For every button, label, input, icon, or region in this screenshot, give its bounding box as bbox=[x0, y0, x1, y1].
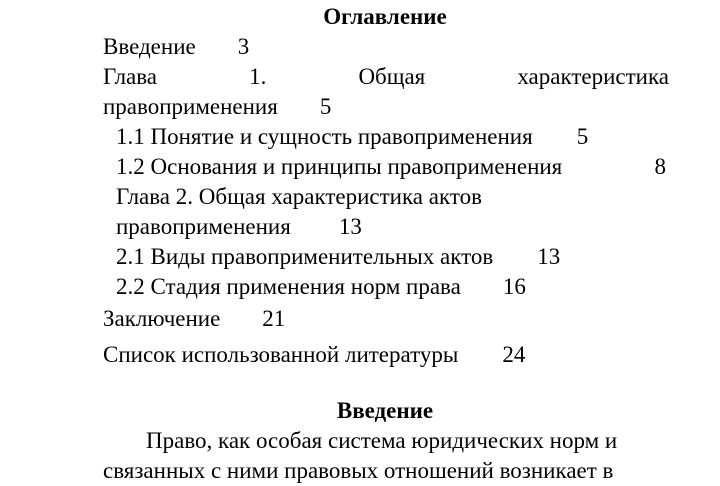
toc-entry-page: 13 bbox=[537, 244, 561, 269]
toc-entry-label: правоприменения bbox=[103, 94, 278, 119]
toc-entry-page: 16 bbox=[502, 274, 526, 299]
toc-entry-chapter2-line1: Глава 2. Общая характеристика актов bbox=[116, 184, 482, 209]
section-title-intro: Введение bbox=[336, 398, 434, 423]
toc-entry-label: Список использованной литературы bbox=[103, 342, 459, 367]
toc-word: Общая bbox=[358, 64, 426, 89]
toc-word: характеристика bbox=[517, 64, 669, 89]
paragraph-text: Право, как особая система юридических норм и bbox=[146, 428, 618, 453]
toc-entry-label: 1.1 Понятие и сущность правоприменения bbox=[116, 124, 533, 149]
toc-entry-label: Заключение bbox=[103, 306, 221, 331]
toc-entry-page: 24 bbox=[502, 342, 526, 367]
toc-entry-page: 5 bbox=[319, 94, 332, 119]
toc-entry-intro bbox=[103, 32, 249, 62]
toc-entry-page: 13 bbox=[338, 214, 362, 239]
toc-entry-page: 21 bbox=[262, 306, 286, 331]
toc-entry-1-2 bbox=[116, 152, 666, 182]
toc-word: Глава bbox=[103, 64, 158, 89]
toc-entry-label: Введение bbox=[103, 34, 196, 59]
toc-word: 1. bbox=[249, 64, 267, 89]
toc-entry-label: правоприменения bbox=[116, 214, 291, 239]
toc-entry-page: 8 bbox=[654, 154, 666, 179]
toc-entry-page: 5 bbox=[576, 124, 589, 149]
toc-entry-2-2 bbox=[116, 272, 526, 302]
toc-entry-label: 1.2 Основания и принципы правоприменения bbox=[116, 154, 563, 179]
intro-paragraph-line1 bbox=[103, 426, 669, 456]
toc-title: Оглавление bbox=[323, 4, 447, 29]
toc-entry-chapter2-line2 bbox=[116, 212, 362, 242]
toc-entry-page: 3 bbox=[237, 34, 250, 59]
toc-entry-chapter1-line1 bbox=[103, 62, 669, 92]
toc-entry-label: 2.2 Стадия применения норм права bbox=[116, 274, 461, 299]
toc-entry-chapter1-line2 bbox=[103, 92, 331, 122]
toc-entry-1-1 bbox=[116, 122, 588, 152]
toc-entry-2-1 bbox=[116, 242, 560, 272]
toc-entry-conclusion bbox=[103, 304, 285, 334]
toc-entry-bibliography bbox=[103, 340, 525, 370]
toc-entry-label: 2.1 Виды правоприменительных актов bbox=[116, 244, 494, 269]
intro-paragraph-line2: связанных с ними правовых отношений возникает в bbox=[103, 458, 614, 483]
